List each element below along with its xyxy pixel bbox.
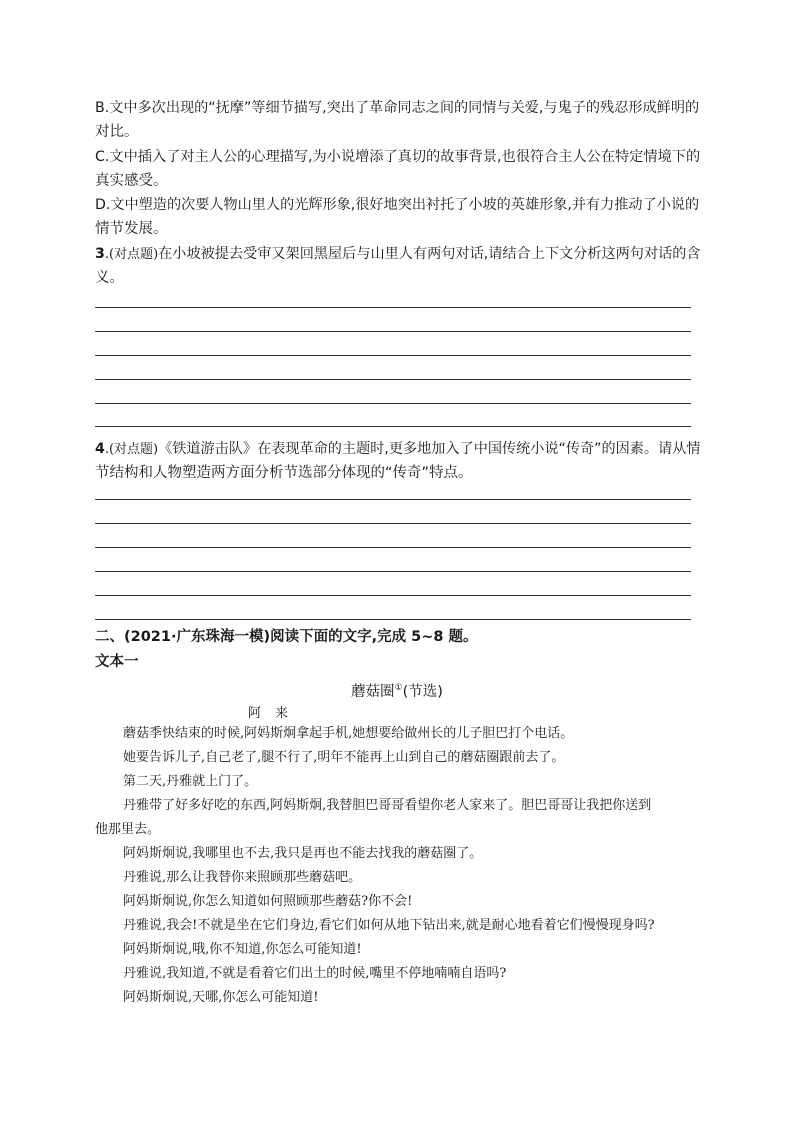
answer-line[interactable] <box>95 595 691 596</box>
story-paragraph: 阿妈斯炯说,我哪里也不去,我只是再也不能去找我的蘑菇圈了。 <box>123 846 483 861</box>
option-b-line-1: B.文中多次出现的“抚摩”等细节描写,突出了革命同志之间的同情与关爱,与鬼子的残忍形成鲜明的 <box>95 100 700 116</box>
option-c-line-1: C.文中插入了对主人公的心理描写,为小说增添了真切的故事背景,也很符合主人公在特定情境下的 <box>95 149 701 165</box>
option-d-line-1: D.文中塑造的次要人物山里人的光辉形象,很好地突出衬托了小坡的英雄形象,并有力推动了小说的 <box>95 197 700 213</box>
story-paragraph: 丹雅说,我知道,不就是看着它们出土的时候,嘴里不停地喃喃自语吗? <box>123 966 507 981</box>
answer-line[interactable] <box>95 307 691 308</box>
answer-line[interactable] <box>95 571 691 572</box>
story-paragraph: 阿妈斯炯说,哦,你不知道,你怎么可能知道! <box>123 942 362 957</box>
story-paragraph-continued: 他那里去。 <box>95 822 161 837</box>
option-d-line-2: 情节发展。 <box>95 221 168 237</box>
story-paragraph: 她要告诉儿子,自己老了,腿不行了,明年不能再上山到自己的蘑菇圈跟前去了。 <box>123 750 565 765</box>
question-4-number: 4 <box>95 441 105 457</box>
question-4-text: 《铁道游击队》在表现革命的主题时,更多地加入了中国传统小说“传奇”的因素。请从情 <box>158 441 701 457</box>
question-3-line-2: 义。 <box>95 270 124 286</box>
question-4-tag: .(对点题) <box>104 442 159 457</box>
story-title-suffix: (节选) <box>402 683 443 700</box>
answer-line[interactable] <box>95 403 691 404</box>
question-3-line-1 <box>95 244 701 265</box>
story-paragraph: 丹雅带了好多好吃的东西,阿妈斯炯,我替胆巴哥哥看望你老人家来了。胆巴哥哥让我把你送到 <box>123 798 652 813</box>
answer-line[interactable] <box>95 523 691 524</box>
question-4-line-2: 节结构和人物塑造两方面分析节选部分体现的“传奇”特点。 <box>95 465 473 481</box>
story-paragraph: 丹雅说,我会!不就是坐在它们身边,看它们如何从地下钻出来,就是耐心地看着它们慢慢现身吗? <box>123 918 655 933</box>
answer-line[interactable] <box>95 619 691 620</box>
answer-line[interactable] <box>95 331 691 332</box>
answer-line[interactable] <box>95 547 691 548</box>
question-4-line-1 <box>95 439 700 460</box>
story-paragraph: 阿妈斯炯说,天哪,你怎么可能知道! <box>123 990 319 1005</box>
answer-line[interactable] <box>95 355 691 356</box>
story-paragraph: 丹雅说,那么让我替你来照顾那些蘑菇吧。 <box>123 870 362 885</box>
story-paragraph: 阿妈斯炯说,你怎么知道如何照顾那些蘑菇?你不会! <box>123 894 413 909</box>
question-3-text: 在小坡被提去受审又架回黑屋后与山里人有两句对话,请结合上下文分析这两句对话的含 <box>158 246 701 262</box>
question-3-tag: .(对点题) <box>104 247 159 262</box>
answer-line[interactable] <box>95 426 691 427</box>
text-one-label: 文本一 <box>95 654 139 670</box>
question-3-number: 3 <box>95 246 105 262</box>
story-paragraph: 蘑菇季快结束的时候,阿妈斯炯拿起手机,她想要给做州长的儿子胆巴打个电话。 <box>123 726 574 741</box>
footnote-mark: ① <box>394 683 403 693</box>
story-title-text: 蘑菇圈 <box>351 683 395 700</box>
section-2-heading: 二、(2021·广东珠海一模)阅读下面的文字,完成 5~8 题。 <box>95 629 478 645</box>
story-title <box>0 678 794 702</box>
story-author: 阿来 <box>248 706 303 721</box>
answer-line[interactable] <box>95 379 691 380</box>
story-paragraph: 第二天,丹雅就上门了。 <box>123 774 258 789</box>
option-c-line-2: 真实感受。 <box>95 173 168 189</box>
option-b-line-2: 对比。 <box>95 124 139 140</box>
answer-line[interactable] <box>95 499 691 500</box>
